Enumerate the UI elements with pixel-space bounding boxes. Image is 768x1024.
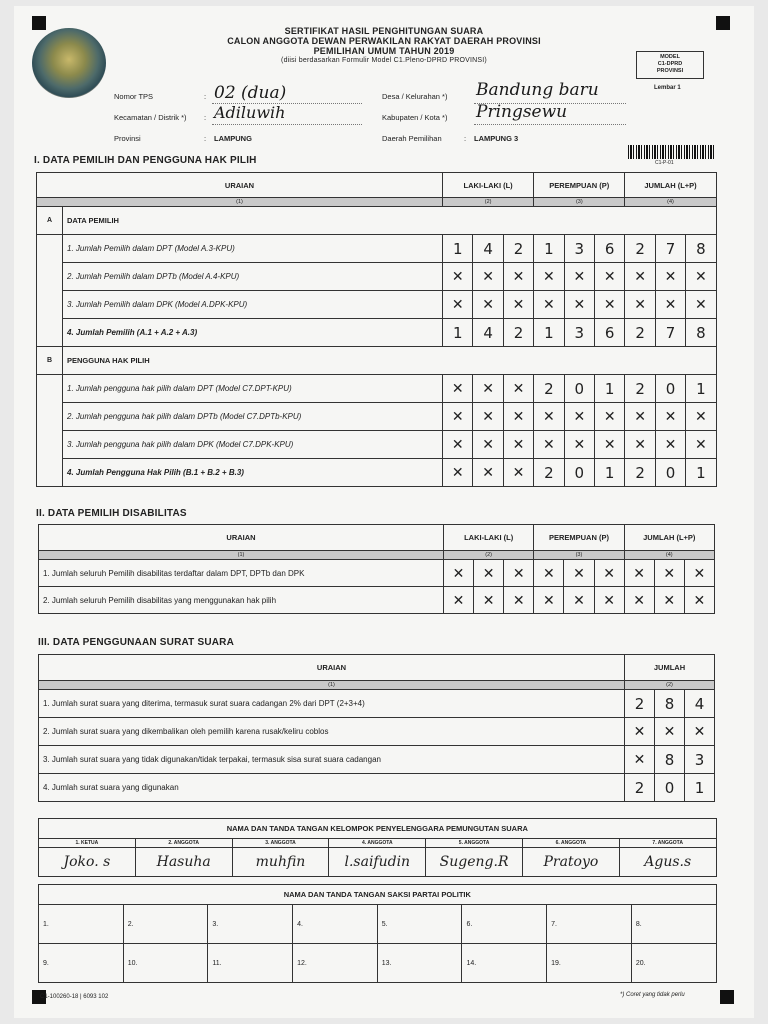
col-number: (1): [39, 551, 444, 560]
digit-cell: ✕: [564, 587, 594, 614]
official-signature: Agus.s: [619, 848, 716, 877]
digit-cell: 7: [655, 235, 685, 263]
daerah-value: LAMPUNG 3: [474, 134, 519, 143]
official-signature: Sugeng.R: [426, 848, 523, 877]
group-code: A: [37, 207, 63, 235]
witness-slot: 3.: [208, 905, 293, 944]
digit-cell: ✕: [686, 291, 716, 319]
digit-cell: ✕: [443, 375, 473, 403]
provinsi-label: Provinsi: [114, 134, 141, 143]
col-number: (2): [444, 551, 534, 560]
barcode: [628, 145, 714, 159]
col-number: (3): [534, 551, 624, 560]
row-label: 2. Jumlah Pemilih dalam DPTb (Model A.4-KPU): [63, 263, 443, 291]
digit-cell: 2: [625, 774, 655, 802]
digit-cell: ✕: [534, 431, 564, 459]
digit-cell: 1: [686, 459, 716, 487]
official-signature: muhfin: [232, 848, 329, 877]
sheet-number: Lembar 1: [654, 85, 681, 91]
digit-cell: ✕: [503, 375, 533, 403]
digit-cell: 2: [625, 319, 655, 347]
digit-cell: ✕: [564, 263, 594, 291]
witness-slot: 2.: [123, 905, 208, 944]
role-label: 6. ANGGOTA: [522, 839, 619, 848]
digit-cell: ✕: [474, 587, 504, 614]
row-label: 1. Jumlah surat suara yang diterima, termasuk surat suara cadangan 2% dari DPT (2+3+4): [39, 690, 625, 718]
digit-cell: 1: [595, 375, 625, 403]
header-line: CALON ANGGOTA DEWAN PERWAKILAN RAKYAT DAERAH PROVINSI: [227, 36, 541, 46]
model-line: C1-DPRD: [657, 61, 683, 67]
row-label: 2. Jumlah pengguna hak pilih dalam DPTb (Model C7.DPTb-KPU): [63, 403, 443, 431]
official-signature: l.saifudin: [329, 848, 426, 877]
digit-cell: 6: [595, 235, 625, 263]
barcode-code: C1-P-01: [655, 160, 674, 166]
digit-cell: 2: [534, 459, 564, 487]
digit-cell: ✕: [534, 403, 564, 431]
digit-cell: ✕: [655, 403, 685, 431]
digit-cell: 8: [686, 235, 716, 263]
digit-cell: ✕: [504, 560, 534, 587]
col-header: JUMLAH: [625, 655, 715, 681]
colon: :: [204, 92, 207, 101]
digit-cell: ✕: [443, 431, 473, 459]
col-header: LAKI-LAKI (L): [443, 173, 534, 198]
digit-cell: 1: [686, 375, 716, 403]
digit-cell: ✕: [686, 403, 716, 431]
digit-cell: ✕: [685, 718, 715, 746]
digit-cell: ✕: [625, 291, 655, 319]
digit-cell: ✕: [686, 263, 716, 291]
group-spacer: [37, 375, 63, 487]
role-label: 5. ANGGOTA: [426, 839, 523, 848]
header-subline: (diisi berdasarkan Formulir Model C1.Pleno-DPRD PROVINSI): [281, 57, 487, 64]
digit-cell: ✕: [686, 431, 716, 459]
col-header: PEREMPUAN (P): [534, 173, 625, 198]
digit-cell: 8: [655, 690, 685, 718]
row-label: 1. Jumlah seluruh Pemilih disabilitas terdaftar dalam DPT, DPTb dan DPK: [39, 560, 444, 587]
digit-cell: ✕: [595, 403, 625, 431]
col-header: JUMLAH (L+P): [624, 525, 714, 551]
digit-cell: ✕: [655, 263, 685, 291]
digit-cell: ✕: [564, 431, 594, 459]
col-number: (2): [625, 681, 715, 690]
digit-cell: ✕: [473, 375, 503, 403]
provinsi-value: LAMPUNG: [214, 134, 252, 143]
digit-cell: ✕: [473, 431, 503, 459]
digit-cell: ✕: [684, 587, 714, 614]
role-label: 3. ANGGOTA: [232, 839, 329, 848]
role-label: 4. ANGGOTA: [329, 839, 426, 848]
digit-cell: ✕: [655, 718, 685, 746]
digit-cell: ✕: [624, 587, 654, 614]
section-3-table: [38, 654, 715, 802]
digit-cell: ✕: [444, 587, 474, 614]
digit-cell: 1: [443, 235, 473, 263]
col-number: (1): [39, 681, 625, 690]
col-number: (4): [624, 551, 714, 560]
daerah-label: Daerah Pemilihan: [382, 134, 442, 143]
witness-slot: 11.: [208, 944, 293, 983]
digit-cell: 0: [655, 459, 685, 487]
digit-cell: ✕: [443, 263, 473, 291]
colon: :: [204, 134, 207, 143]
witness-slot: 5.: [377, 905, 462, 944]
official-signature: Joko. s: [39, 848, 136, 877]
fill-line: [212, 123, 362, 125]
desa-value: Bandung baru: [476, 80, 599, 100]
digit-cell: ✕: [595, 431, 625, 459]
col-header: PEREMPUAN (P): [534, 525, 624, 551]
official-signature: Pratoyo: [522, 848, 619, 877]
witness-slot: 4.: [293, 905, 378, 944]
witness-slot: 6.: [462, 905, 547, 944]
col-header: URAIAN: [39, 655, 625, 681]
witness-slot: 13.: [377, 944, 462, 983]
digit-cell: ✕: [534, 263, 564, 291]
witness-slot: 1.: [39, 905, 124, 944]
col-header: URAIAN: [39, 525, 444, 551]
group-title: PENGGUNA HAK PILIH: [63, 347, 717, 375]
digit-cell: 2: [503, 235, 533, 263]
row-label: 4. Jumlah Pengguna Hak Pilih (B.1 + B.2 + B.3): [63, 459, 443, 487]
digit-cell: ✕: [594, 560, 624, 587]
digit-cell: ✕: [655, 431, 685, 459]
kecamatan-label: Kecamatan / Distrik *): [114, 113, 187, 122]
digit-cell: ✕: [625, 263, 655, 291]
digit-cell: 2: [625, 690, 655, 718]
digit-cell: ✕: [534, 560, 564, 587]
section-3-title: III. DATA PENGGUNAAN SURAT SUARA: [38, 637, 235, 648]
digit-cell: 1: [443, 319, 473, 347]
row-label: 2. Jumlah surat suara yang dikembalikan oleh pemilih karena rusak/keliru coblos: [39, 718, 625, 746]
kabupaten-label: Kabupaten / Kota *): [382, 113, 448, 122]
col-number: (3): [534, 198, 625, 207]
digit-cell: ✕: [684, 560, 714, 587]
witness-slot: 12.: [293, 944, 378, 983]
witness-slot: 20.: [631, 944, 716, 983]
digit-cell: ✕: [443, 459, 473, 487]
witness-slot: 19.: [547, 944, 632, 983]
col-number: (1): [37, 198, 443, 207]
col-number: (2): [443, 198, 534, 207]
nomor-tps-label: Nomor TPS: [114, 92, 154, 101]
digit-cell: ✕: [474, 560, 504, 587]
digit-cell: ✕: [503, 403, 533, 431]
kecamatan-value: Adiluwih: [214, 103, 286, 122]
digit-cell: 4: [685, 690, 715, 718]
digit-cell: 2: [534, 375, 564, 403]
officials-title: NAMA DAN TANDA TANGAN KELOMPOK PENYELENGGARA PEMUNGUTAN SUARA: [39, 819, 717, 839]
digit-cell: ✕: [564, 560, 594, 587]
witness-slot: 9.: [39, 944, 124, 983]
row-label: 1. Jumlah Pemilih dalam DPT (Model A.3-KPU): [63, 235, 443, 263]
digit-cell: ✕: [624, 560, 654, 587]
digit-cell: 0: [655, 774, 685, 802]
digit-cell: 2: [625, 375, 655, 403]
digit-cell: ✕: [654, 560, 684, 587]
digit-cell: 4: [473, 235, 503, 263]
row-label: 3. Jumlah pengguna hak pilih dalam DPK (Model C7.DPK-KPU): [63, 431, 443, 459]
nomor-tps-value: 02 (dua): [214, 83, 287, 103]
header-line: PEMILIHAN UMUM TAHUN 2019: [313, 46, 455, 56]
section-2-title: II. DATA PEMILIH DISABILITAS: [36, 508, 187, 519]
section-2-table: [38, 524, 715, 614]
role-label: 7. ANGGOTA: [619, 839, 716, 848]
witness-signature-table: [38, 884, 717, 983]
footer-note: *) Coret yang tidak perlu: [620, 992, 685, 998]
corner-mark: [720, 990, 734, 1004]
digit-cell: 1: [685, 774, 715, 802]
model-box: [636, 51, 704, 79]
row-label: 1. Jumlah pengguna hak pilih dalam DPT (Model C7.DPT-KPU): [63, 375, 443, 403]
digit-cell: ✕: [444, 560, 474, 587]
model-line: PROVINSI: [656, 68, 684, 74]
group-spacer: [37, 235, 63, 347]
witness-slot: 8.: [631, 905, 716, 944]
col-header: JUMLAH (L+P): [625, 173, 716, 198]
role-label: 1. KETUA: [39, 839, 136, 848]
footer-code: C1-100260-18 | 6093 102: [40, 994, 109, 1000]
digit-cell: ✕: [503, 291, 533, 319]
role-label: 2. ANGGOTA: [135, 839, 232, 848]
row-label: 2. Jumlah seluruh Pemilih disabilitas yang menggunakan hak pilih: [39, 587, 444, 614]
digit-cell: ✕: [594, 587, 624, 614]
digit-cell: ✕: [534, 587, 564, 614]
group-title: DATA PEMILIH: [63, 207, 717, 235]
model-line: MODEL: [660, 54, 680, 60]
digit-cell: ✕: [625, 746, 655, 774]
digit-cell: ✕: [473, 291, 503, 319]
official-signature: Hasuha: [135, 848, 232, 877]
row-label: 3. Jumlah Pemilih dalam DPK (Model A.DPK-KPU): [63, 291, 443, 319]
witness-title: NAMA DAN TANDA TANGAN SAKSI PARTAI POLITIK: [39, 885, 717, 905]
section-1-table: [36, 172, 717, 487]
digit-cell: ✕: [564, 291, 594, 319]
digit-cell: 7: [655, 319, 685, 347]
digit-cell: ✕: [595, 291, 625, 319]
digit-cell: ✕: [443, 403, 473, 431]
digit-cell: 6: [595, 319, 625, 347]
digit-cell: 1: [534, 319, 564, 347]
digit-cell: 2: [625, 235, 655, 263]
digit-cell: 0: [564, 375, 594, 403]
digit-cell: 1: [534, 235, 564, 263]
digit-cell: ✕: [595, 263, 625, 291]
digit-cell: ✕: [504, 587, 534, 614]
desa-label: Desa / Kelurahan *): [382, 92, 448, 101]
digit-cell: 0: [564, 459, 594, 487]
witness-slot: 10.: [123, 944, 208, 983]
row-label: 4. Jumlah surat suara yang digunakan: [39, 774, 625, 802]
kabupaten-value: Pringsewu: [476, 102, 568, 122]
digit-cell: ✕: [654, 587, 684, 614]
colon: :: [204, 113, 207, 122]
digit-cell: ✕: [655, 291, 685, 319]
witness-slot: 7.: [547, 905, 632, 944]
digit-cell: ✕: [443, 291, 473, 319]
officials-signature-table: [38, 818, 717, 877]
digit-cell: 3: [685, 746, 715, 774]
digit-cell: ✕: [625, 431, 655, 459]
col-number: (4): [625, 198, 716, 207]
digit-cell: 4: [473, 319, 503, 347]
digit-cell: 3: [564, 319, 594, 347]
section-1-title: I. DATA PEMILIH DAN PENGGUNA HAK PILIH: [34, 155, 257, 166]
digit-cell: ✕: [625, 718, 655, 746]
digit-cell: ✕: [473, 403, 503, 431]
digit-cell: ✕: [503, 431, 533, 459]
digit-cell: 8: [686, 319, 716, 347]
colon: :: [464, 134, 467, 143]
header-line: SERTIFIKAT HASIL PENGHITUNGAN SUARA: [284, 26, 484, 36]
fill-line: [474, 123, 626, 125]
digit-cell: 2: [625, 459, 655, 487]
row-label: 4. Jumlah Pemilih (A.1 + A.2 + A.3): [63, 319, 443, 347]
witness-slot: 14.: [462, 944, 547, 983]
digit-cell: ✕: [503, 459, 533, 487]
digit-cell: ✕: [473, 263, 503, 291]
col-header: URAIAN: [37, 173, 443, 198]
col-header: LAKI-LAKI (L): [444, 525, 534, 551]
group-code: B: [37, 347, 63, 375]
digit-cell: ✕: [473, 459, 503, 487]
digit-cell: 1: [595, 459, 625, 487]
digit-cell: 2: [503, 319, 533, 347]
row-label: 3. Jumlah surat suara yang tidak digunakan/tidak terpakai, termasuk sisa surat suara cadangan: [39, 746, 625, 774]
digit-cell: ✕: [534, 291, 564, 319]
digit-cell: ✕: [564, 403, 594, 431]
digit-cell: 0: [655, 375, 685, 403]
digit-cell: 3: [564, 235, 594, 263]
digit-cell: ✕: [503, 263, 533, 291]
digit-cell: ✕: [625, 403, 655, 431]
digit-cell: 8: [655, 746, 685, 774]
